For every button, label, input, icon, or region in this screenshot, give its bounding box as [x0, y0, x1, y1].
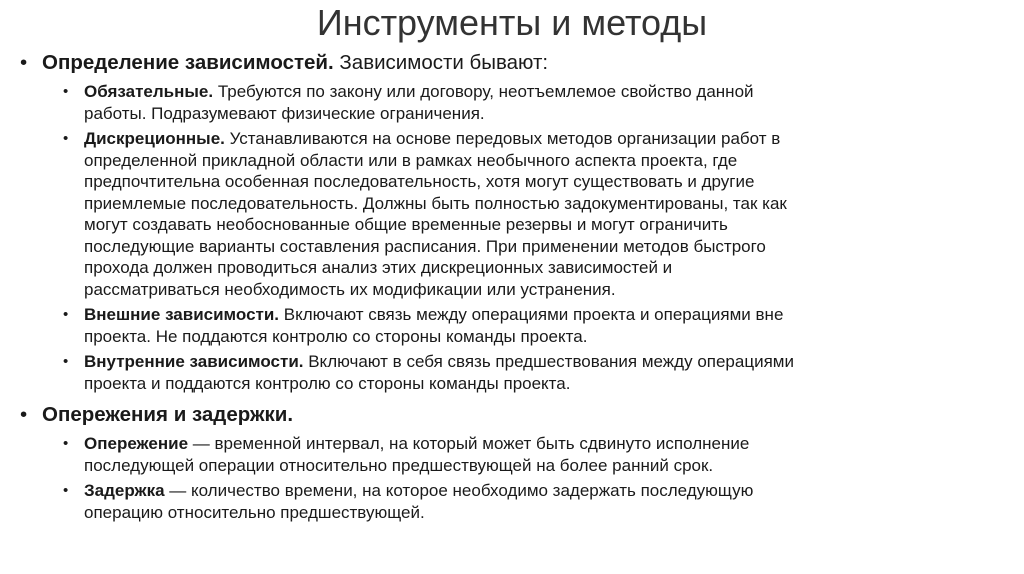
item-text-line: рассматриваться необходимость их модификации или устранения. — [84, 279, 616, 299]
bullet: • — [63, 353, 69, 370]
item-text-line: проекта и поддаются контролю со стороны команды проекта. — [84, 373, 571, 393]
item-text-line: прохода должен проводиться анализ этих дискреционных зависимостей и — [84, 258, 673, 277]
item-text-line: определенной прикладной области или в рамках необычного аспекта проекта, где — [84, 150, 738, 170]
section-heading — [18, 51, 1008, 75]
item-text-line: могут создавать необоснованные общие временные резервы и могут ограничить — [84, 215, 728, 234]
item-text-line: Включают связь между операциями проекта и операциями вне — [279, 305, 784, 324]
item-text-line: предпочтительна особенная последовательность, хотя могут существовать и другие — [84, 172, 755, 191]
bullet: • — [63, 306, 69, 323]
item-text-line: Включают в себя связь предшествования между операциями — [303, 352, 794, 371]
slide-body — [18, 51, 1008, 523]
item-text-line: Требуются по закону или договору, неотъемлемое свойство данной — [213, 82, 754, 101]
slide-title: Инструменты и методы — [316, 2, 708, 43]
item-text-line: — временной интервал, на который может быть сдвинуто исполнение — [188, 434, 750, 453]
bullet: • — [63, 482, 69, 499]
list-item — [18, 128, 1008, 300]
item-term: Дискреционные. — [84, 129, 225, 148]
bullet: • — [20, 51, 28, 74]
section-heading-text: Зависимости бывают: — [333, 51, 549, 74]
item-term: Внутренние зависимости. — [84, 352, 304, 371]
section-heading-bold: Определение зависимостей. — [42, 51, 334, 74]
item-text-line: приемлемые последовательность. Должны быть полностью задокументированы, так как — [84, 193, 787, 213]
list-item — [18, 81, 1008, 124]
item-term: Задержка — [84, 481, 165, 500]
section-heading — [18, 403, 1008, 427]
bullet: • — [63, 83, 69, 100]
item-text-line: проекта. Не поддаются контролю со стороны команды проекта. — [84, 326, 588, 346]
item-text-line: — количество времени, на которое необходимо задержать последующую — [164, 481, 754, 500]
bullet: • — [63, 130, 69, 147]
item-text-line: последующей операции относительно предшествующей на более ранний срок. — [84, 455, 714, 475]
item-text-line: последующие варианты составления расписания. При применении методов быстрого — [84, 236, 766, 256]
list-item — [18, 480, 1008, 523]
item-text-line: работы. Подразумевают физические ограничения. — [84, 103, 485, 123]
list-item — [18, 351, 1008, 394]
item-term: Внешние зависимости. — [84, 305, 280, 324]
bullet: • — [63, 435, 69, 452]
bullet: • — [20, 403, 28, 426]
item-text-line: Устанавливаются на основе передовых методов организации работ в — [224, 129, 781, 148]
item-text-line: операцию относительно предшествующей. — [84, 502, 425, 522]
section-heading-bold: Опережения и задержки. — [42, 403, 294, 426]
list-item — [18, 304, 1008, 347]
list-item — [18, 433, 1008, 476]
item-term: Опережение — [84, 434, 189, 453]
item-term: Обязательные. — [84, 82, 214, 101]
